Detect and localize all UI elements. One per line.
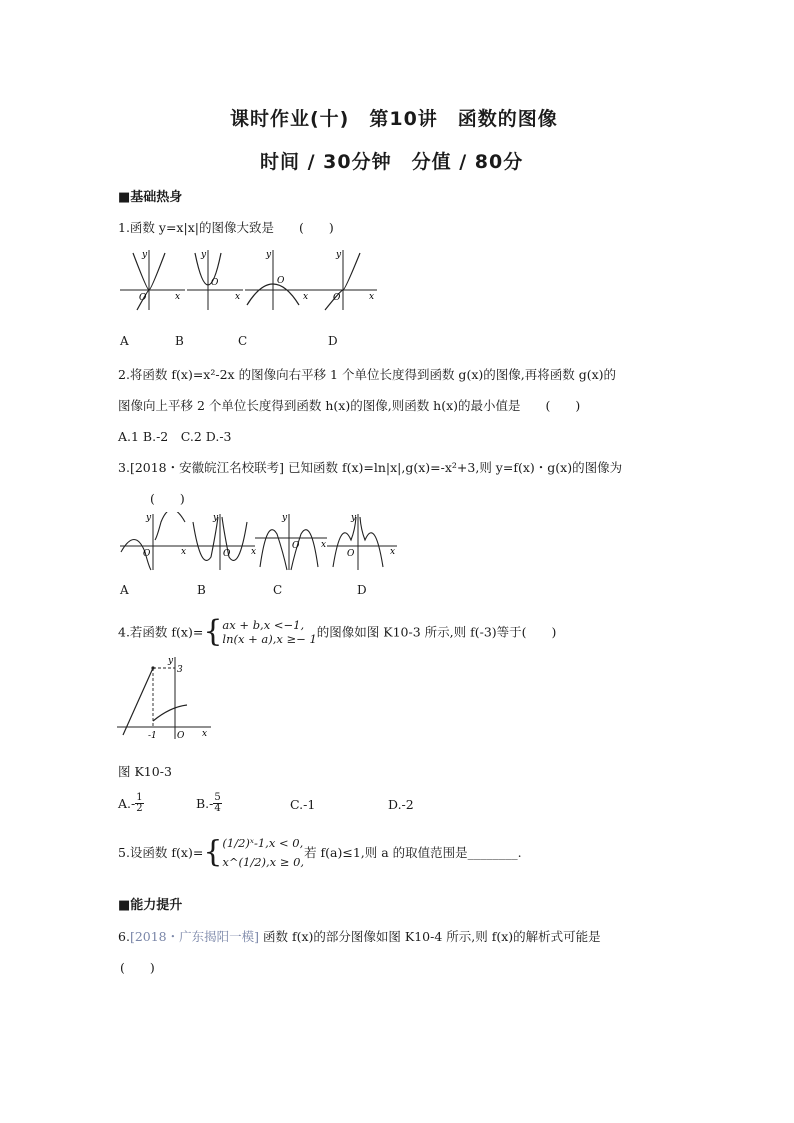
q1-graph-b <box>187 250 243 310</box>
q3-b-x: x <box>251 547 257 557</box>
q4-choice-b-frac <box>213 793 221 814</box>
q3-d-o: O <box>347 549 355 559</box>
q4-choice-a-prefix: A.- <box>118 796 136 811</box>
section-advanced: ■能力提升 <box>118 898 183 913</box>
q4-axis-x-neg1: -1 <box>148 731 157 740</box>
q1-b-x: x <box>235 292 241 302</box>
question-2-line1: 2.将函数 f(x)=x²-2x 的图像向右平移 1 个单位长度得到函数 g(x)的图像,再将函数 g(x)的 <box>118 367 616 382</box>
q1-option-b: B <box>175 334 184 348</box>
q4-choice-d: D.-2 <box>388 797 414 812</box>
q1-d-y: y <box>336 250 342 260</box>
q1-d-o: O <box>333 293 341 303</box>
q1-option-c: C <box>238 334 248 348</box>
q3-text: 已知函数 f(x)=ln|x|,g(x)=-x²+3,则 y=f(x)・g(x)的图像为 <box>288 460 623 475</box>
q5-case1: (1/2)ˣ-1,x < 0, <box>222 836 304 850</box>
question-6-line1 <box>118 927 601 945</box>
q3-graph-c <box>255 513 327 570</box>
q4-prefix: 4.若函数 f(x)= <box>118 624 204 640</box>
q3-prefix: 3. <box>118 460 130 475</box>
question-2-choices: A.1 B.-2 C.2 D.-3 <box>118 429 232 444</box>
q1-graphs <box>115 245 385 315</box>
q5-case2: x^(1/2),x ≥ 0, <box>222 855 305 869</box>
page-subtitle: 时间 / 30分钟 分值 / 80分 <box>260 151 524 173</box>
question-1: 1.函数 y=x|x|的图像大致是 ( ) <box>118 220 334 235</box>
q4-choice-a-den: 2 <box>136 803 143 814</box>
q5-prefix: 5.设函数 f(x)= <box>118 845 204 860</box>
q3-graph-b <box>190 513 256 570</box>
q4-choice-b <box>196 793 222 814</box>
q1-c-y: y <box>266 250 272 260</box>
q4-choice-a <box>118 793 144 814</box>
q4-choice-b-prefix: B.- <box>196 796 214 811</box>
q3-b-y: y <box>213 513 219 523</box>
question-3-line2: ( ) <box>150 491 185 506</box>
q3-a-o: O <box>143 549 151 559</box>
q4-choice-b-num: 5 <box>214 792 221 803</box>
q1-d-x: x <box>369 292 375 302</box>
q4-y-label: y <box>168 656 174 666</box>
q4-case2: ln(x + a),x ≥− 1 <box>222 631 317 646</box>
q4-axis-y-3: 3 <box>177 665 183 675</box>
q3-d-x: x <box>390 547 396 557</box>
q3-c-x: x <box>321 540 327 550</box>
q3-source: [2018・安徽皖江名校联考] <box>129 460 285 475</box>
q4-origin: O <box>177 731 185 740</box>
q6-text: 函数 f(x)的部分图像如图 K10-4 所示,则 f(x)的解析式可能是 <box>263 929 601 944</box>
q5-brace: { <box>203 834 223 870</box>
q3-option-a: A <box>120 583 129 597</box>
q3-c-o: O <box>292 541 300 551</box>
q3-option-d: D <box>357 583 367 597</box>
q3-graphs <box>115 512 405 572</box>
q1-option-d: D <box>328 334 338 348</box>
q3-option-b: B <box>197 583 206 597</box>
q1-a-y: y <box>142 250 148 260</box>
question-5 <box>118 833 522 871</box>
q1-a-x: x <box>175 292 181 302</box>
section-basic: ■基础热身 <box>118 190 183 205</box>
q1-graph-d <box>311 250 377 310</box>
q1-graph-c <box>245 250 311 310</box>
q4-choice-a-frac <box>135 793 143 814</box>
q1-a-o: O <box>139 293 147 303</box>
q4-choice-b-den: 4 <box>214 803 221 814</box>
question-6-line2: ( ) <box>120 960 155 975</box>
q4-suffix: 的图像如图 K10-3 所示,则 f(-3)等于( ) <box>316 624 557 640</box>
q1-b-o: O <box>211 278 219 288</box>
q3-a-x: x <box>181 547 187 557</box>
q3-option-c: C <box>273 583 283 597</box>
q3-c-y: y <box>282 513 288 523</box>
q4-brace: { <box>203 614 223 649</box>
q3-a-y: y <box>146 513 152 523</box>
q6-prefix: 6. <box>118 929 130 944</box>
q5-cases <box>222 833 304 871</box>
q4-choice-c: C.-1 <box>290 797 316 812</box>
q3-graph-a <box>120 512 190 570</box>
q3-graph-d <box>327 513 397 570</box>
q1-option-a: A <box>120 334 129 348</box>
q1-c-x: x <box>303 292 309 302</box>
q4-cases <box>222 618 316 646</box>
q1-b-y: y <box>201 250 207 260</box>
q1-c-o: O <box>277 276 285 286</box>
q3-b-o: O <box>223 549 231 559</box>
q3-d-y: y <box>351 513 357 523</box>
q4-case1: ax + b,x <−1, <box>222 617 305 632</box>
question-3-line1 <box>118 458 622 476</box>
q6-source: [2018・广东揭阳一模] <box>129 929 260 944</box>
q1-graph-a <box>120 250 185 310</box>
question-4 <box>118 614 556 649</box>
q5-suffix: 若 f(a)≤1,则 a 的取值范围是________. <box>304 845 522 860</box>
q4-choice-a-num: 1 <box>136 792 143 803</box>
q4-figure-caption: 图 K10-3 <box>118 764 172 779</box>
question-2-line2: 图像向上平移 2 个单位长度得到函数 h(x)的图像,则函数 h(x)的最小值是 ( ) <box>118 398 581 413</box>
q4-figure <box>115 655 215 740</box>
q4-x-label: x <box>202 729 208 739</box>
page-title: 课时作业(十) 第10讲 函数的图像 <box>230 108 558 130</box>
